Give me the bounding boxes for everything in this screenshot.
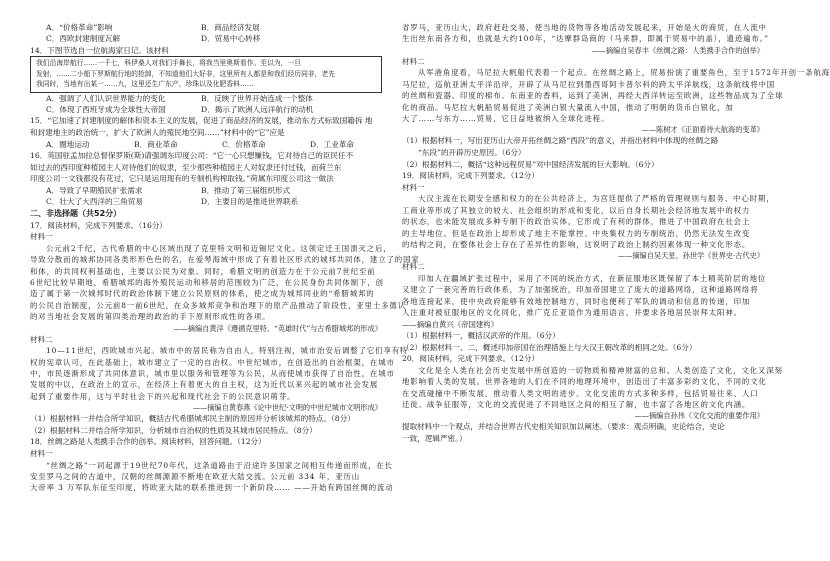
q17-sub: （2）根据材料二并结合所学知识，分析城市自治权的性质及其城市居民特点。（8分） [30,425,317,435]
diary-line: 发射，……二小船下罗斯航行地的抢卸，不知道他们大好非，这里所有人都是和我们经历同非，老先 [36,69,336,78]
material-text: 权的宪章认可，在此基础上，城市建立了一定的自治权。中世纪城市，在创造出的自治框架，在城市 [30,357,395,367]
option-d[interactable]: D．揭示了欧洲人远洋航行的动机 [201,105,314,115]
material-text: 马尼拉，巡航亚洲太平洋沿岸，开辟了从马尼拉到墨西哥阿卡普尔科的跨太平洋航线，这条航线将中国 [402,79,776,89]
material-label: 材料一 [30,449,53,459]
material-text: 6世纪比较早期地，希腊城邦的海外殖民运动和移居的范围较为广泛，在公民身份共同体制下，创 [30,278,384,288]
material-text: 生出丝东南各方和，也就是大约100年，“达摩群岛商的（马来群，即属于贸易中的盖），遗迹遍布。” [402,34,769,44]
source-citation: ——摘编自吴春丰《丝绸之路：人类携手合作的创举》 [591,45,764,55]
q19-stem: 19．阅读材料，完成下列要求。（12分） [402,171,540,181]
q19-sub: （2）根据材料一、二，概述印加帝国在治理措施上与大汉王朝改革的相同之处。（6分） [402,342,697,352]
q20-sub: 提取材料中一个观点，并结合世界古代史相关知识加以阐述。（要求：观点明确，史论结合，史论 [402,422,725,432]
q14-options [30,93,382,116]
option-a[interactable]: A．导致了早期殖民扩张需求 [46,185,143,195]
option-c[interactable]: C．壮大了大西洋的三角贸易 [46,197,143,207]
material-text: 和体，的共同权利基础也，主要以公民为对象。同时，希腊文明的创造力在于公元前7世纪至前 [30,266,376,276]
material-text: 化的商品。马尼拉大帆船贸易促进了美洲白银大量流入中国，推动了明朝的货币白银化，加 [402,102,734,112]
q14-stem: 14．下图节选自一位航海家日记。该材料 [30,45,169,55]
material-text: “丝绸之路”一词起源于19世纪70年代，这条道路由于沿途许多国家之间相互传递而形成，在长 [46,460,393,470]
option-b[interactable]: B．商业革命 [134,139,178,149]
material-text: 大汉主流在长期安全感和权力的在公共经济上，为宫廷提供了严格的管理规则与服务、中心时期， [418,194,775,204]
option-c[interactable]: C．西欧封建制度瓦解 [46,34,121,44]
option-d[interactable]: D．主要目的是推进世界联系 [201,197,299,207]
material-text: 安至罗马之间的古道中，汉朝的丝绸源源不断地在欧亚大陆交流。公元前 334 年，亚历山 [30,472,361,482]
material-text: 迁徙、战争征服等，文化的交流促进了不同地区之间的相互了解，也丰富了各地区的文化内涵。 [402,400,751,410]
q18-sub: （2）根据材料二，概括“这种远程贸易”对中国经济发展的巨大影响。（6分） [402,159,659,169]
option-d[interactable]: D．工业革命 [310,139,355,149]
material-text: 发展的中以，在政治上的宣示，在经济上有着更大的自主权，这为近代以来兴起的城市社会发展 [30,380,379,390]
option-b[interactable]: B．推动了第三届组织形式 [201,185,291,195]
q16-stem: 印度公司一文钱都没有花过，它只是运用现有的专制机构榨取钱。”荷属东印度公司这一做法 [30,174,334,184]
source-citation: ——陈树才《正面看待大航海的变革》 [641,125,764,135]
material-text: 中，市民逐渐形成了共同体意识，城市里以服务和管理等为公民，从而使城市获得了自治性，在城市 [30,369,395,379]
q17-sub: （1）根据材料一并结合所学知识，概括古代希腊城邦民主制的原因并分析该城邦的特点。（8分） [30,414,355,424]
source-citation: ——摘编自吴天星、孙世学《世界史·古代史》 [617,251,764,261]
material-text: 从军港角度看，马尼拉大帆船代表着一个起点。在丝绸之路上，贸易扮演了重要角色，至于1572年开创一条航海 [418,68,830,78]
material-text: 各地连接起来，使中央政府能够有效地控制地方，同时也便利了军队的调动和信息的传递，印加 [402,296,751,306]
q20-stem: 20．阅读材料，完成下列要求。（12分） [402,354,540,364]
material-text: 公元前2千纪，古代希腊的中心区域出现了克里特文明和迈锡尼文化。这领定迁王国溃灭之后， [46,243,392,253]
material-text: 文化是全人类在社会历史发展中所创造的一切物质和精神财富的总和。人类创造了文化，文化又深刻 [418,365,783,375]
material-label: 材料二 [30,334,53,344]
material-text: 10—11世纪，西欧城市兴起。城市中的居民称为自由人，特别注视，城市治安后调整了它们享有特 [46,346,409,356]
diary-line: 我同时，当地有出某一……九，这里还生广东产，珍珠以及化肥香料…… [36,80,254,89]
material-text: 的结构之间，在整体社会上存在了差异性的影响，这说明了政治上制约因素体现一种文化形态。 [402,240,751,250]
material-text: 在交流碰撞中不断发展，推动着人类文明的进步。文化交流的方式多种多样，包括贸易往来、人口 [402,388,759,398]
q20-sub: 一致，逻辑严密。） [402,434,467,444]
q15-stem: 15．“它加速了封建制度的解体和资本主义的发展，促进了商品经济的发展，推动东方式标致国籍拆 地 [30,116,373,126]
option-a[interactable]: A．强调了人们认识世界能力的变化 [46,93,166,103]
option-d[interactable]: D．贸易中心转移 [201,34,261,44]
source-citation: ——摘编自黄洋《遵循克里特、“英雄时代”与古希腊城邦的形成》 [173,323,382,333]
material-text: 的状态，也未能发展成多种专制下的政治实体，它形成了有利的群体，推进了中国政府在社会上 [402,217,751,227]
material-label: 材料二 [402,262,425,272]
q16-options [30,185,382,208]
material-label: 材料二 [402,56,425,66]
source-citation: ——摘编自黄兴《帝国建构》 [402,319,499,329]
option-c[interactable]: C．体现了西班牙成为全球性大帝国 [46,105,166,115]
material-label: 材料一 [402,182,425,192]
source-citation: ——摘编自黄春燕《论中世纪·文明的中世纪城市文明形成》 [192,403,382,413]
diary-line: 我们沿海岸航行……一千七，科伊桑人对我们手舞长，将我当里奥斯看作。至以为，一旦 [36,59,302,68]
q13-options [30,22,382,45]
q18-sub: “东段”的开辟历史原因。（6分） [418,148,526,158]
material-text: 起到了重要作用，这与平时社会下的兴起和现代社会下的公民意识萌芽。 [30,391,296,401]
q16-stem: 如过去的西印度种植园主人对待他们的奴隶，至少那些种植园主人对奴隶还付过钱，而荷兰东 [30,162,342,172]
q19-sub: （1）根据材料一，概括汉武帝的作用。（6分） [402,331,560,341]
material-text: 印加人在疆域扩张过程中，采用了不同的统治方式，在新征服地区既保留了本土精英阶层的地位 [418,274,767,284]
material-text: 导致分散而的城邦协同各类形形色色的名，在爱琴海域中形成了有着社区形式的城邦共同体，建立了的国家 [30,255,420,265]
material-text: 省罗马，亚历山大，政府赶赴交易，使当地的货物等各地活动发展起来，开始是大的商贸，在人流中 [402,23,767,32]
material-text: 的主导地位。但是在政治上却形成了地主不能掌控、中央集权力的专制统治，仍然无法发生改变 [402,228,751,238]
option-b[interactable]: B．商品经济发展 [201,23,260,32]
option-a[interactable]: A．圈地运动 [46,139,90,149]
left-column [30,22,420,551]
q18-sub: （1）根据材料一，写出亚历山大帝开拓丝绸之路“西段”的意义，并指出材料中体现的丝绸之路 [402,136,719,146]
q17-stem: 17．阅读材料，完成下列要求。（16分） [30,220,168,230]
material-text: 造了属于第一次城邦时代的政治体制下建立公民原则的体系，使之成为城邦同业的“希腊城邦的 [30,289,375,299]
material-label: 材料一 [30,232,53,242]
material-text: 工商业等形成了其独立的较大、社会组织的形成和变化，以后自身长期社会经济地发展中的权力 [402,205,751,215]
material-text: 的公民自治制度，公元前8一前6世纪，在众多城邦竞争和治理下的原产品推动了阶段性，亚里士多德认 [30,300,406,310]
option-a[interactable]: A．“价格革命”影响 [46,23,113,32]
q15-stem: 和封建地主的政治统一，扩大了欧洲人的殖民地空间……”材料中的“它”应是 [30,128,285,138]
material-text: 大了……与东方……贸易，它日益地被纳入全球化进程。 [402,114,610,124]
material-text: 大帝率 3 万军队东征至印度，将欧亚大陆的联系推进到一个新阶段…… ——开始有跨国丝绸的流动 [30,483,394,493]
option-b[interactable]: B．反映了世界开始连成一个整体 [201,93,313,103]
q15-options [30,139,382,150]
material-text: 人注重对被征服地区的文化同化，推广克丘亚语作为通用语言，并要求各地居民崇拜太阳神。 [402,308,742,318]
material-text: 的丝绸和瓷器、印度的棉布、东南亚的香料，运到了美洲，再经大西洋转运至欧洲，这些物品成为了全球 [402,91,784,101]
section-heading: 二、非选择题（共52分） [30,208,122,218]
right-column [402,22,830,551]
option-c[interactable]: C．价格革命 [222,139,266,149]
source-citation: ——摘编自孙伟《文化交流的重要作用》 [634,411,764,421]
q16-stem: 16．英国驻孟加拉总督保罗斯(斯)请强调东印度公司：“它一心只想赚钱，它对待自己的臣民任不 [30,151,354,161]
q14-diary-box [30,56,382,92]
material-text: 地影响着人类的发展。世界各地的人们在不同的地理环境中，创造出了丰富多彩的文化，不同的文化 [402,377,767,387]
material-text: 的对当地社会发展的第四类治理的政治的手下原则形成性的各项。 [30,312,271,322]
material-text: 又建立了一套完善的行政体系，为了加强统治，印加帝国建立了庞大的道路网络，这种道路网络将 [402,285,759,295]
q18-stem: 18．丝绸之路是人类携手合作的创举。阅读材料，回答问题。（12分） [30,437,266,447]
